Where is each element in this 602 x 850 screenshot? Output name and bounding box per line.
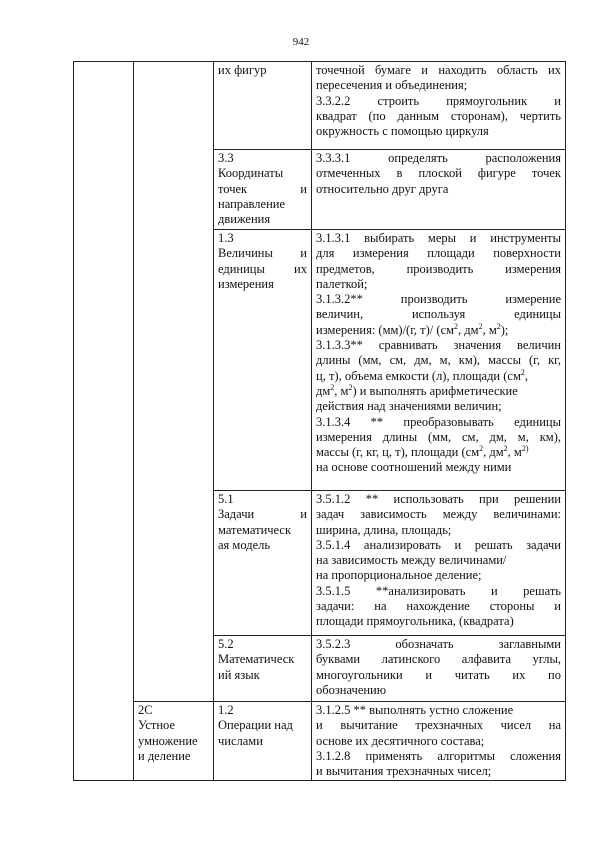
topic-line: движения — [218, 212, 271, 227]
grade-cell — [74, 62, 134, 781]
outcome-line: для измерения площади поверхности — [316, 246, 561, 261]
table-row — [74, 702, 566, 781]
outcome-line: буквами латинского алфавита углы, — [316, 652, 561, 667]
outcome-line: основе их десятичного состава; — [316, 733, 485, 748]
superscript: 2 — [330, 382, 335, 392]
topic-line: единицы их — [218, 261, 307, 276]
topic-line: Операции над — [218, 718, 293, 733]
outcome-line: предметов, производить измерения — [316, 261, 561, 276]
outcome-line: задачи: на нахождение стороны и — [316, 599, 561, 614]
outcome-line: на пропорциональное деление; — [316, 568, 482, 583]
outcome-line: на основе соотношений между ними — [316, 460, 512, 475]
outcomes-cell — [312, 491, 566, 636]
topic-line: Координаты — [218, 166, 284, 181]
topic-line: 5.2 — [218, 637, 234, 651]
units-text: массы (г, кг, ц, т), площади (см — [316, 445, 480, 460]
section-line: и деление — [138, 748, 191, 763]
outcome-line: 3.1.3.1 выбирать меры и инструменты — [316, 231, 561, 245]
units-text: , м — [334, 383, 349, 398]
outcomes-cell — [312, 636, 566, 702]
units-text: измерения: (мм)/(г, т)/ (см — [316, 322, 455, 337]
outcome-line: точечной бумаге и находить область их — [316, 63, 561, 77]
topic-text: их фигур — [218, 63, 267, 77]
topic-line: 1.3 — [218, 231, 234, 245]
outcome-line: длины (мм, см, дм, м, км), массы (г, кг, — [316, 353, 561, 368]
outcome-line: обозначению — [316, 682, 387, 697]
outcome-line-units — [316, 445, 561, 460]
outcome-line: пересечения и объединения; — [316, 78, 468, 93]
units-text: дм — [316, 383, 331, 398]
topic-cell — [214, 62, 312, 150]
section-line: умножение — [138, 733, 198, 748]
outcome-line: многоугольники и читать их по — [316, 667, 561, 682]
outcome-line: относительно друг друга — [316, 181, 449, 196]
outcome-line: 3.1.3.4 ** преобразовывать единицы — [316, 414, 561, 429]
outcomes-cell — [312, 230, 566, 491]
topic-cell — [214, 230, 312, 491]
topic-cell — [214, 636, 312, 702]
outcome-line: задач зависимость между величинами: — [316, 507, 561, 522]
units-text: ц, т), объема емкости (л), площади (см — [316, 368, 521, 383]
topic-line: ая модель — [218, 537, 271, 552]
outcome-line: измерения длины (мм, см, дм, м, км), — [316, 429, 561, 444]
outcomes-cell — [312, 702, 566, 781]
section-line: Устное — [138, 718, 175, 733]
units-text: , дм — [458, 322, 479, 337]
outcomes-cell — [312, 150, 566, 230]
topic-cell — [214, 150, 312, 230]
outcome-line-units — [316, 323, 561, 338]
outcomes-cell — [312, 62, 566, 150]
topic-line: 5.1 — [218, 492, 234, 506]
topic-cell — [214, 491, 312, 636]
superscript: 2 — [454, 321, 459, 331]
topic-line: 1.2 — [218, 703, 234, 717]
units-text: , дм — [483, 445, 504, 460]
superscript: 2 — [478, 321, 483, 331]
superscript: 2 — [348, 382, 353, 392]
outcome-line: 3.5.1.2 ** использовать при решении — [316, 492, 561, 506]
section-cell — [134, 702, 214, 781]
page-number: 942 — [292, 36, 310, 48]
outcome-line: на зависимость между величинами/ — [316, 553, 507, 568]
outcome-line: квадрат (по данным сторонам), чертить — [316, 108, 561, 123]
curriculum-table — [73, 61, 566, 781]
units-text: ); — [500, 322, 509, 337]
topic-line: Величины и — [218, 246, 307, 261]
superscript: 2 — [520, 367, 525, 377]
outcome-line: 3.5.1.5 **анализировать и решать — [316, 583, 561, 598]
units-text: , м — [507, 445, 522, 460]
outcome-line: отмеченных в плоской фигуре точек — [316, 166, 561, 181]
topic-line: 3.3 — [218, 151, 234, 165]
section-line: 2С — [138, 703, 153, 717]
outcome-line: 3.5.1.4 анализировать и решать задачи — [316, 537, 561, 552]
topic-line: математическ — [218, 522, 292, 537]
outcome-line: величин, используя единицы — [316, 307, 561, 322]
superscript: 2 — [503, 444, 508, 453]
table-row — [74, 62, 566, 150]
outcome-line-units — [316, 384, 561, 399]
topic-line: Задачи и — [218, 507, 307, 522]
units-text: , м — [482, 322, 497, 337]
topic-line: измерения — [218, 276, 274, 291]
superscript: 2) — [521, 444, 529, 453]
topic-line: ий язык — [218, 667, 260, 682]
section-cell — [134, 62, 214, 702]
superscript: 2 — [479, 444, 484, 453]
outcome-line: и вычитание трехзначных чисел на — [316, 718, 561, 733]
outcome-line: 3.1.3.3** сравнивать значения величин — [316, 338, 561, 353]
outcome-line: ширина, длина, площадь; — [316, 522, 452, 537]
units-text: , — [524, 368, 528, 383]
outcome-line: 3.1.2.5 ** выполнять устно сложение — [316, 703, 514, 717]
outcome-line: окружность с помощью циркуля — [316, 124, 489, 139]
outcome-line: площади прямоугольника, (квадрата) — [316, 614, 514, 629]
outcome-line: палеткой; — [316, 276, 368, 291]
outcome-line-units — [316, 369, 561, 384]
topic-line: точек и — [218, 181, 307, 196]
superscript: 2 — [496, 321, 501, 331]
outcome-line: 3.3.2.2 строить прямоугольник и — [316, 93, 561, 108]
outcome-line: 3.1.3.2** производить измерение — [316, 292, 561, 307]
topic-line: Математическ — [218, 652, 295, 667]
topic-line: числами — [218, 733, 263, 748]
outcome-line: 3.1.2.8 применять алгоритмы сложения — [316, 748, 561, 763]
outcome-line: 3.5.2.3 обозначать заглавными — [316, 637, 561, 651]
units-text: ) и выполнять арифметические — [352, 383, 518, 398]
outcome-line: 3.3.3.1 определять расположения — [316, 151, 561, 165]
outcome-line: и вычитания трехзначных чисел; — [316, 764, 492, 779]
topic-line: направление — [218, 196, 286, 211]
outcome-line: действия над значениями величин; — [316, 399, 502, 414]
topic-cell — [214, 702, 312, 781]
